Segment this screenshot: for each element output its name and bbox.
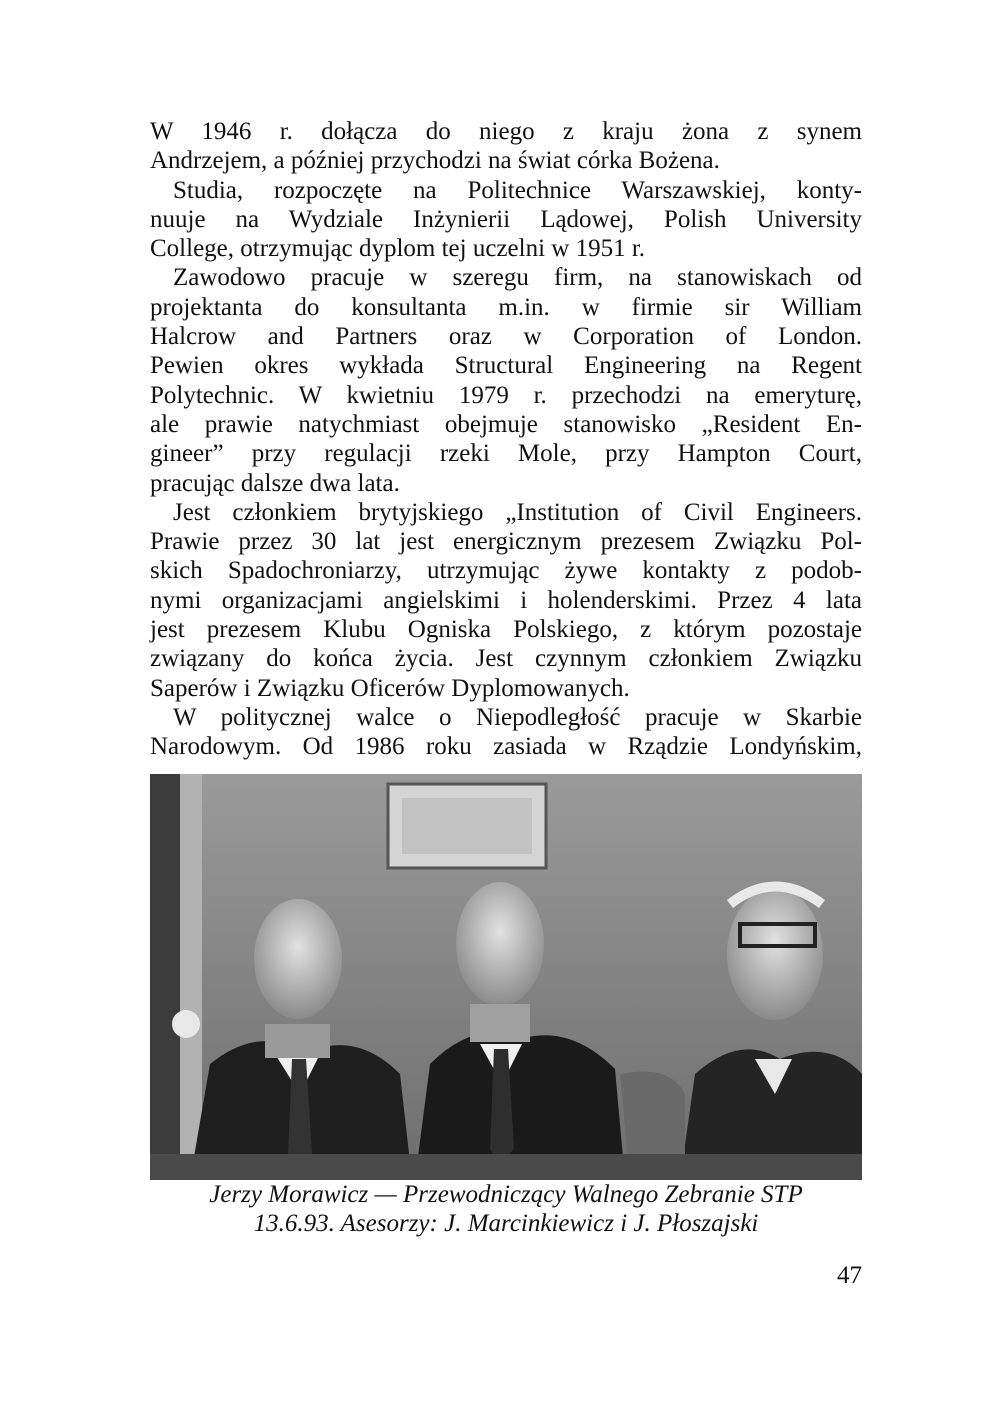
body-text (150, 117, 862, 762)
photograph (150, 774, 862, 1180)
wall-plaque-inner (402, 798, 532, 854)
body-line-19: związany do końca życia. Jest czynnym członkiem Związku (150, 645, 862, 673)
body-line-8: Halcrow and Partners oraz w Corporation of London. (150, 323, 862, 351)
photo-caption (130, 1180, 882, 1238)
left-wall-strip (180, 774, 202, 1180)
body-line-17: nymi organizacjami angielskimi i holenderskimi. Przez 4 lata (150, 586, 862, 614)
left-wall-panel (150, 774, 180, 1180)
body-line-18: jest prezesem Klubu Ogniska Polskiego, z którym pozostaje (150, 616, 862, 644)
body-line-13: pracując dalsze dwa lata. (150, 469, 400, 497)
body-line-2: Andrzejem, a później przychodzi na świat córka Bożena. (150, 147, 720, 175)
body-line-7: projektanta do konsultanta m.in. w firmie sir William (150, 293, 862, 321)
body-line-4: nuuje na Wydziale Inżynierii Lądowej, Polish University (150, 205, 862, 233)
body-line-21: W politycznej walce o Niepodległość pracuje w Skarbie (173, 703, 862, 731)
body-line-12: gineer” przy regulacji rzeki Mole, przy Hampton Court, (150, 440, 862, 468)
flower (172, 1010, 200, 1038)
body-line-22: Narodowym. Od 1986 roku zasiada w Rządzie Londyńskim, (150, 733, 862, 761)
caption-line-2: 13.6.93. Asesorzy: J. Marcinkiewicz i J. Płoszajski (253, 1210, 759, 1237)
body-line-3: Studia, rozpoczęte na Politechnice Warszawskiej, konty- (173, 176, 862, 204)
body-line-20: Saperów i Związku Oficerów Dyplomowanych. (150, 674, 630, 702)
body-line-6: Zawodowo pracuje w szeregu firm, na stanowiskach od (173, 264, 862, 292)
body-line-14: Jest członkiem brytyjskiego „Institution of Civil Engineers. (173, 498, 862, 526)
table-edge (150, 1154, 862, 1180)
page-number: 47 (837, 1262, 862, 1289)
body-line-9: Pewien okres wykłada Structural Engineering na Regent (150, 352, 862, 380)
caption-line-1: Jerzy Morawicz — Przewodniczący Walnego Zebranie STP (209, 1181, 803, 1208)
body-line-10: Polytechnic. W kwietniu 1979 r. przechodzi na emeryturę, (150, 381, 862, 409)
photo-illustration (150, 774, 862, 1180)
body-line-1: W 1946 r. dołącza do niego z kraju żona z synem (150, 118, 862, 145)
body-line-15: Prawie przez 30 lat jest energicznym prezesem Związku Pol- (150, 528, 862, 556)
body-line-5: College, otrzymując dyplom tej uczelni w 1951 r. (150, 235, 646, 263)
body-line-11: ale prawie natychmiast obejmuje stanowisko „Resident En- (150, 410, 862, 438)
body-line-16: skich Spadochroniarzy, utrzymując żywe kontakty z podob- (150, 557, 862, 585)
